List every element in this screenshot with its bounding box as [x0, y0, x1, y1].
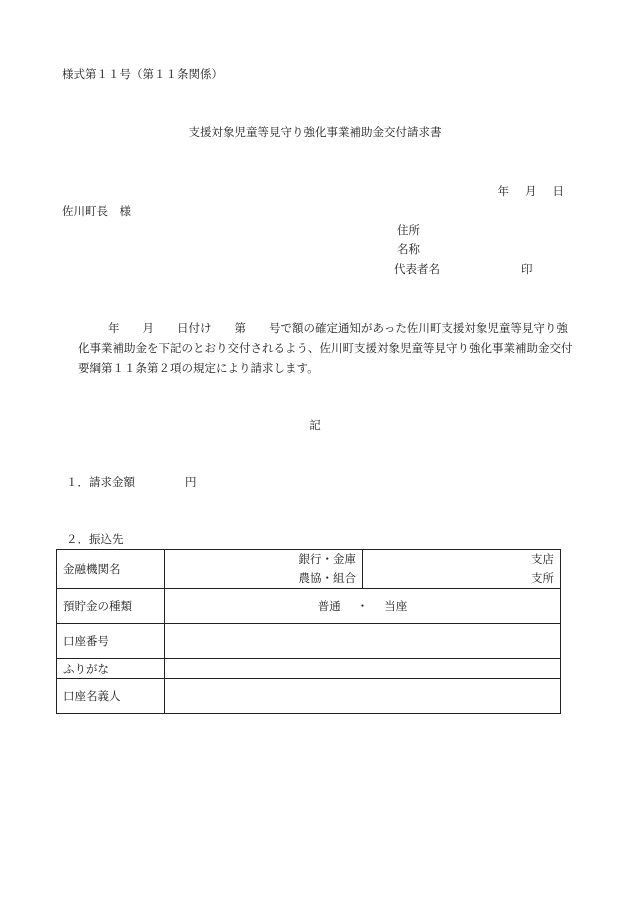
account-number-label: 口座番号	[57, 624, 165, 659]
table-row	[57, 659, 561, 679]
account-number-field[interactable]	[165, 624, 561, 659]
date-day: 日	[552, 184, 564, 198]
request-body	[78, 318, 576, 378]
bank-type-1: 銀行・金庫	[298, 552, 356, 566]
request-paragraph: 年 月 日付け 第 号で額の確定通知があった佐川町支援対象児童等見守り強化事業補助金を下記のとおり交付されるよう、佐川町支援対象児童等見守り強化事業補助金交付要綱第１１条第２項の規定により請求します。	[78, 321, 573, 375]
deposit-ordinary: 普通	[317, 599, 341, 613]
request-amount	[66, 474, 197, 490]
table-row	[57, 679, 561, 714]
branch-cell[interactable]	[363, 550, 561, 589]
addressee: 佐川町長 様	[62, 204, 131, 218]
transfer-destination-label: ２．振込先	[66, 532, 124, 546]
seal-mark: 印	[521, 262, 533, 276]
date-month: 月	[525, 184, 537, 198]
institution-label: 金融機関名	[57, 550, 165, 589]
date-year: 年	[497, 184, 509, 198]
furigana-label: ふりがな	[57, 659, 165, 679]
table-row	[57, 550, 561, 589]
deposit-separator: ・	[356, 599, 369, 613]
ki-heading: 記	[309, 418, 321, 432]
bank-table	[56, 549, 561, 714]
furigana-field[interactable]	[165, 659, 561, 679]
account-holder-field[interactable]	[165, 679, 561, 714]
deposit-current: 当座	[384, 599, 408, 613]
document-title: 支援対象児童等見守り強化事業補助金交付請求書	[188, 125, 442, 139]
table-row	[57, 589, 561, 624]
deposit-type-cell[interactable]	[165, 589, 561, 624]
branch-2: 支所	[531, 571, 554, 585]
bank-type-cell[interactable]	[165, 550, 363, 589]
request-amount-label: １．請求金額	[66, 475, 135, 489]
representative-label: 代表者名	[394, 262, 440, 276]
account-holder-label: 口座名義人	[57, 679, 165, 714]
form-number: 様式第１１号（第１１条関係）	[62, 67, 223, 81]
branch-1: 支店	[531, 552, 554, 566]
date-line	[482, 183, 565, 199]
deposit-type-label: 預貯金の種類	[57, 589, 165, 624]
name-label: 名称	[397, 242, 420, 256]
yen-unit: 円	[185, 475, 197, 489]
address-label: 住所	[397, 223, 420, 237]
table-row	[57, 624, 561, 659]
bank-type-2: 農協・組合	[298, 571, 356, 585]
